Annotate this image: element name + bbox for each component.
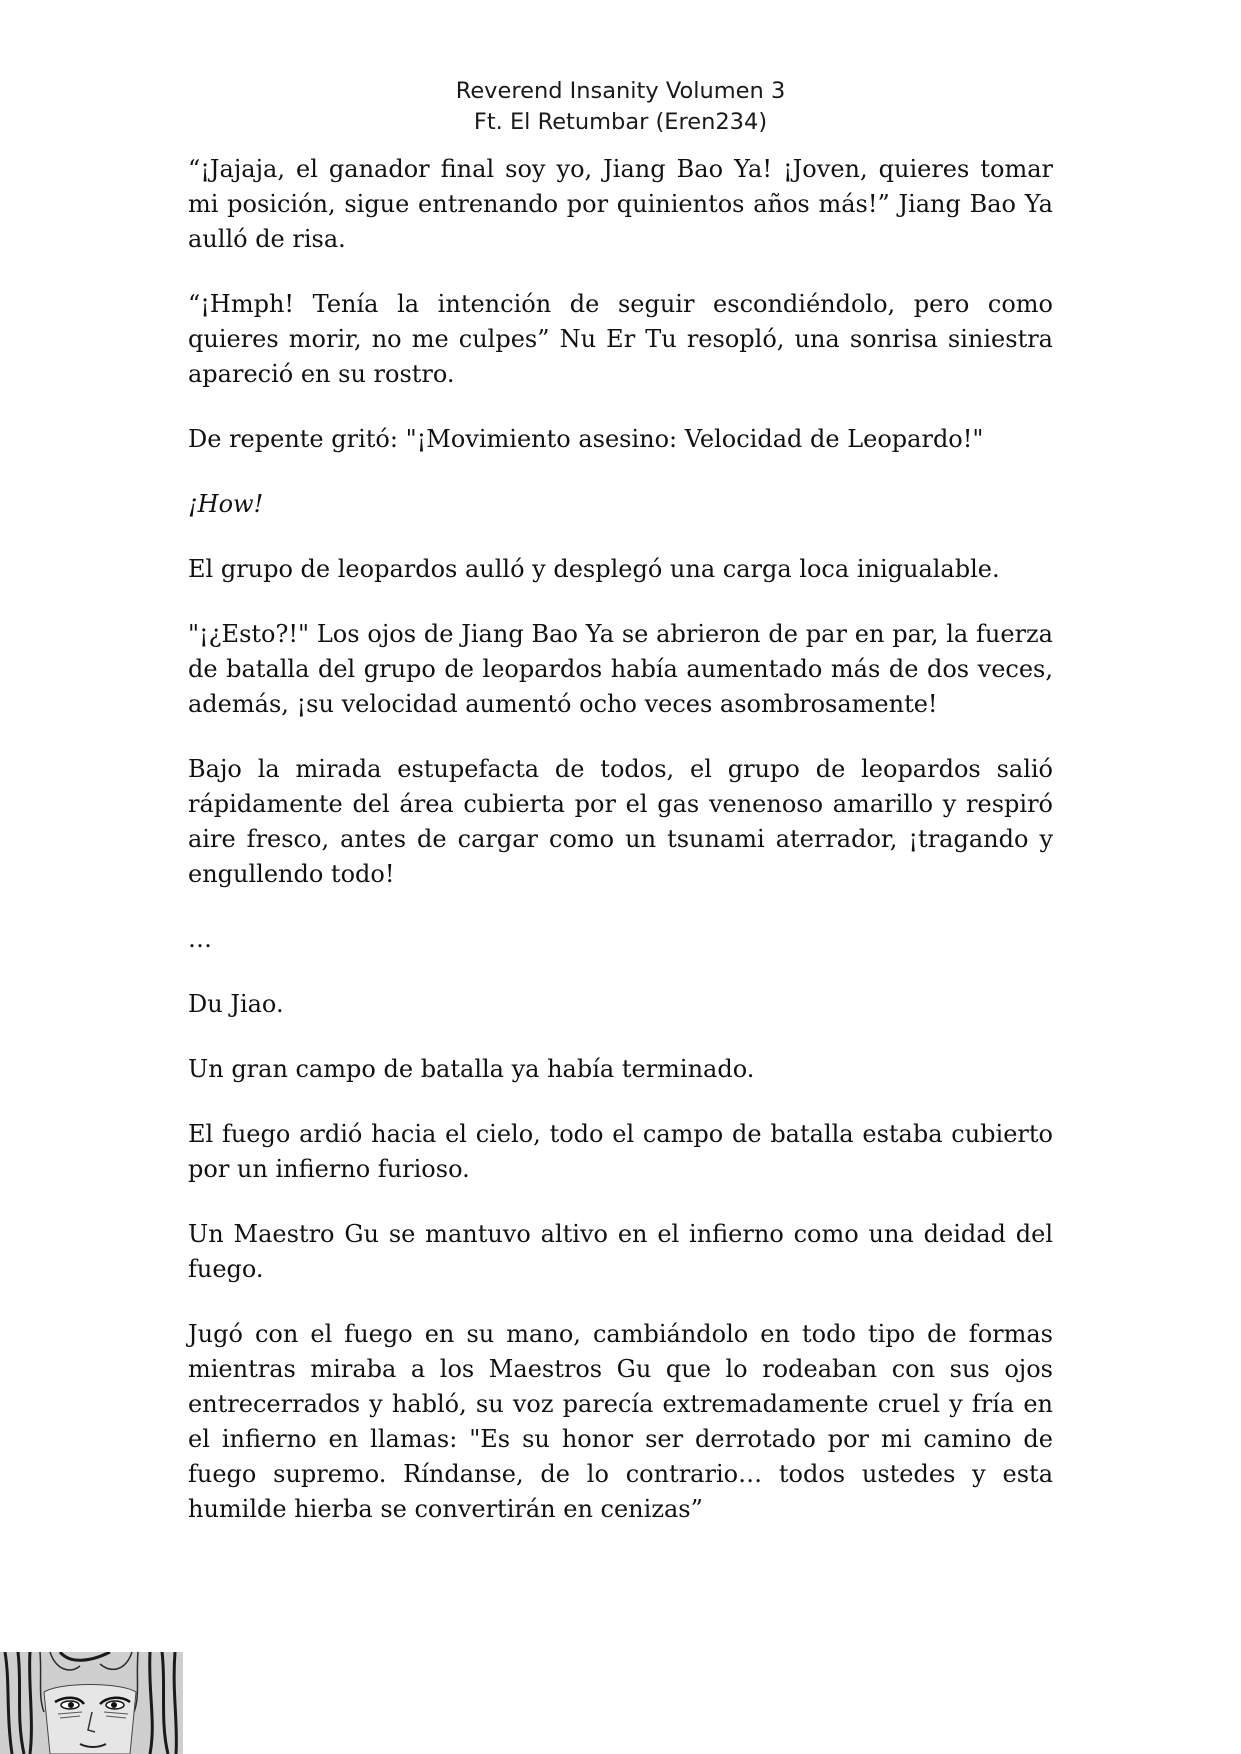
paragraph: Un gran campo de batalla ya había terminado. xyxy=(188,1055,755,1083)
paragraph: El fuego ardió hacia el cielo, todo el campo de batalla estaba cubierto por un infierno furioso. xyxy=(188,1120,1053,1183)
manga-face-illustration-icon xyxy=(0,1652,183,1754)
sound-effect: ¡How! xyxy=(188,490,264,518)
document-title: Reverend Insanity Volumen 3 xyxy=(455,78,786,104)
paragraph: Du Jiao. xyxy=(188,990,284,1018)
scene-break: … xyxy=(188,925,212,953)
paragraph: Bajo la mirada estupefacta de todos, el grupo de leopardos salió rápidamente del área cubierta por el gas venenoso amarillo y respiró aire fresco, antes de cargar como un tsunami aterrador, ¡tragando y engullendo todo! xyxy=(188,755,1053,888)
chapter-body xyxy=(188,152,1053,1557)
translator-credit: Ft. El Retumbar (Eren234) xyxy=(473,109,768,135)
paragraph: De repente gritó: "¡Movimiento asesino: Velocidad de Leopardo!" xyxy=(188,425,984,453)
paragraph: El grupo de leopardos aulló y desplegó una carga loca inigualable. xyxy=(188,555,1000,583)
paragraph: “¡Jajaja, el ganador final soy yo, Jiang Bao Ya! ¡Joven, quieres tomar mi posición, sigue entrenando por quinientos años más!” Jiang Bao Ya aulló de risa. xyxy=(188,155,1053,253)
page-header xyxy=(0,76,1241,138)
paragraph: “¡Hmph! Tenía la intención de seguir escondiéndolo, pero como quieres morir, no me culpes” Nu Er Tu resopló, una sonrisa siniestra apareció en su rostro. xyxy=(188,290,1053,388)
paragraph: Un Maestro Gu se mantuvo altivo en el infierno como una deidad del fuego. xyxy=(188,1220,1053,1283)
paragraph: "¡¿Esto?!" Los ojos de Jiang Bao Ya se abrieron de par en par, la fuerza de batalla del grupo de leopardos había aumentado más de dos veces, además, ¡su velocidad aumentó ocho veces asombrosamente! xyxy=(188,620,1053,718)
paragraph: Jugó con el fuego en su mano, cambiándolo en todo tipo de formas mientras miraba a los Maestros Gu que lo rodeaban con sus ojos entrecerrados y habló, su voz parecía extremadamente cruel y fría en el infierno en llamas: "Es su honor ser derrotado por mi camino de fuego supremo. Ríndanse, de lo contrario… todos ustedes y esta humilde hierba se convertirán en cenizas” xyxy=(188,1320,1053,1523)
